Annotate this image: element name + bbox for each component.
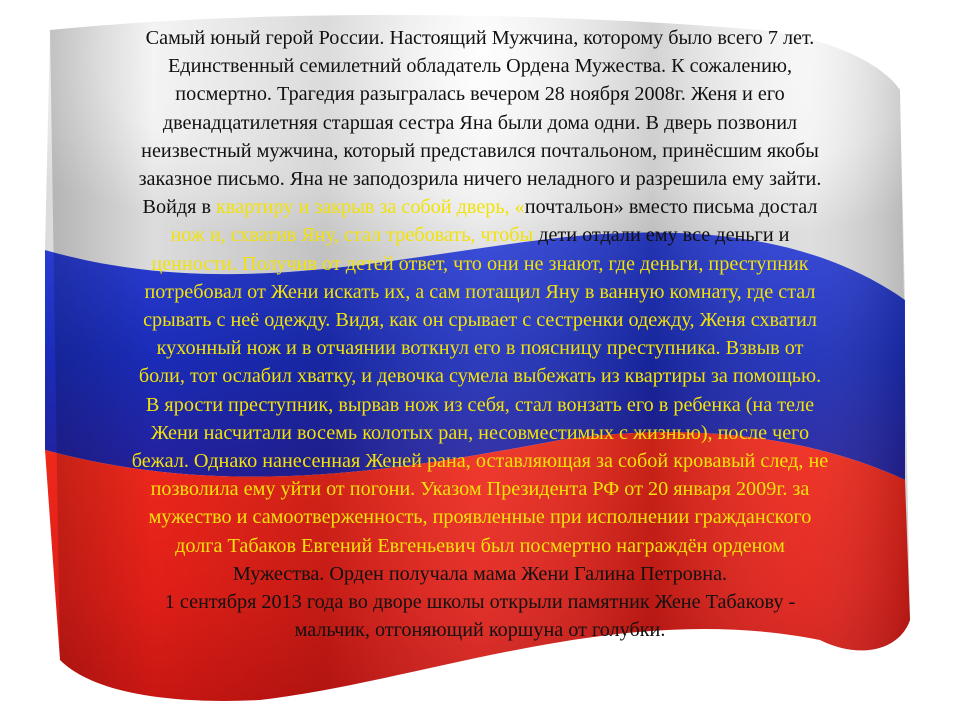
text-segment: кухонный нож и в отчаянии воткнул его в поясницу преступника. Взвыв от	[156, 337, 804, 360]
text-segment: нож и, схватив Яну, стал требовать, чтобы	[170, 224, 539, 247]
text-segment: квартиру и закрыв за собой дверь, «	[216, 196, 525, 219]
text-line	[40, 137, 920, 165]
text-line	[40, 362, 920, 390]
text-line	[40, 560, 920, 588]
text-segment: неизвестный мужчина, который представился почтальоном, принёсшим якобы	[141, 139, 819, 162]
text-segment: заказное письмо. Яна не заподозрила ничего неладного и разрешила ему зайти.	[138, 168, 822, 191]
text-segment: мужество и самоотверженность, проявленные при исполнении гражданского	[148, 506, 812, 529]
text-line	[40, 109, 920, 137]
text-segment: 1 сентября 2013 года во дворе школы открыли памятник Жене Табакову -	[164, 591, 796, 614]
text-segment: почтальон» вместо письма достал	[524, 196, 818, 219]
text-line	[40, 503, 920, 531]
text-segment: Самый юный герой России. Настоящий Мужчина, которому было всего 7 лет.	[145, 27, 815, 49]
text-segment: двенадцатилетняя старшая сестра Яна были дома одни. В дверь позвонил	[162, 111, 798, 134]
text-line	[40, 532, 920, 560]
text-segment: боли, тот ослабил хватку, и девочка сумела выбежать из квартиры за помощью.	[138, 365, 822, 388]
text-line	[40, 447, 920, 475]
text-segment: Мужества. Орден получала мама Жени Галина Петровна.	[232, 562, 728, 585]
text-segment: долга Табаков Евгений Евгеньевич был посмертно награждён орденом	[175, 534, 785, 557]
text-segment: посмертно. Трагедия разыгралась вечером 28 ноября 2008г. Женя и его	[175, 83, 785, 106]
text-segment: Войдя в	[142, 196, 217, 219]
text-segment: ценности. Получив от детей ответ, что они не знают, где деньги, преступник	[151, 252, 809, 275]
text-line	[40, 221, 920, 249]
text-segment: мальчик, отгоняющий коршуна от голубки.	[294, 619, 666, 642]
text-segment: бежал. Однако нанесенная Женей рана, оставляющая за собой кровавый след, не	[131, 450, 829, 473]
text-segment: позволила ему уйти от погони. Указом Президента РФ от 20 января 2009г. за	[150, 478, 810, 501]
text-line	[40, 616, 920, 644]
text-line	[40, 306, 920, 334]
text-line	[40, 334, 920, 362]
text-segment: В ярости преступник, вырвав нож из себя, стал вонзать его в ребенка (на теле	[145, 393, 815, 416]
text-segment: потребовал от Жени искать их, а сам потащил Яну в ванную комнату, где стал	[144, 280, 816, 303]
text-segment: срывать с неё одежду. Видя, как он срывает с сестренки одежду, Женя схватил	[143, 309, 817, 332]
text-line	[40, 80, 920, 108]
text-line	[40, 193, 920, 221]
text-line	[40, 278, 920, 306]
text-segment: дети отдали ему все деньги и	[538, 224, 790, 247]
text-line	[40, 52, 920, 80]
text-line	[40, 419, 920, 447]
text-line	[40, 391, 920, 419]
text-line	[40, 165, 920, 193]
text-line	[40, 588, 920, 616]
story-text	[40, 24, 920, 644]
text-line	[40, 24, 920, 52]
text-segment: Единственный семилетний обладатель Ордена Мужества. К сожалению,	[167, 55, 793, 78]
text-segment: Жени насчитали восемь колотых ран, несовместимых с жизнью), после чего	[150, 421, 810, 444]
text-line	[40, 250, 920, 278]
text-line	[40, 475, 920, 503]
